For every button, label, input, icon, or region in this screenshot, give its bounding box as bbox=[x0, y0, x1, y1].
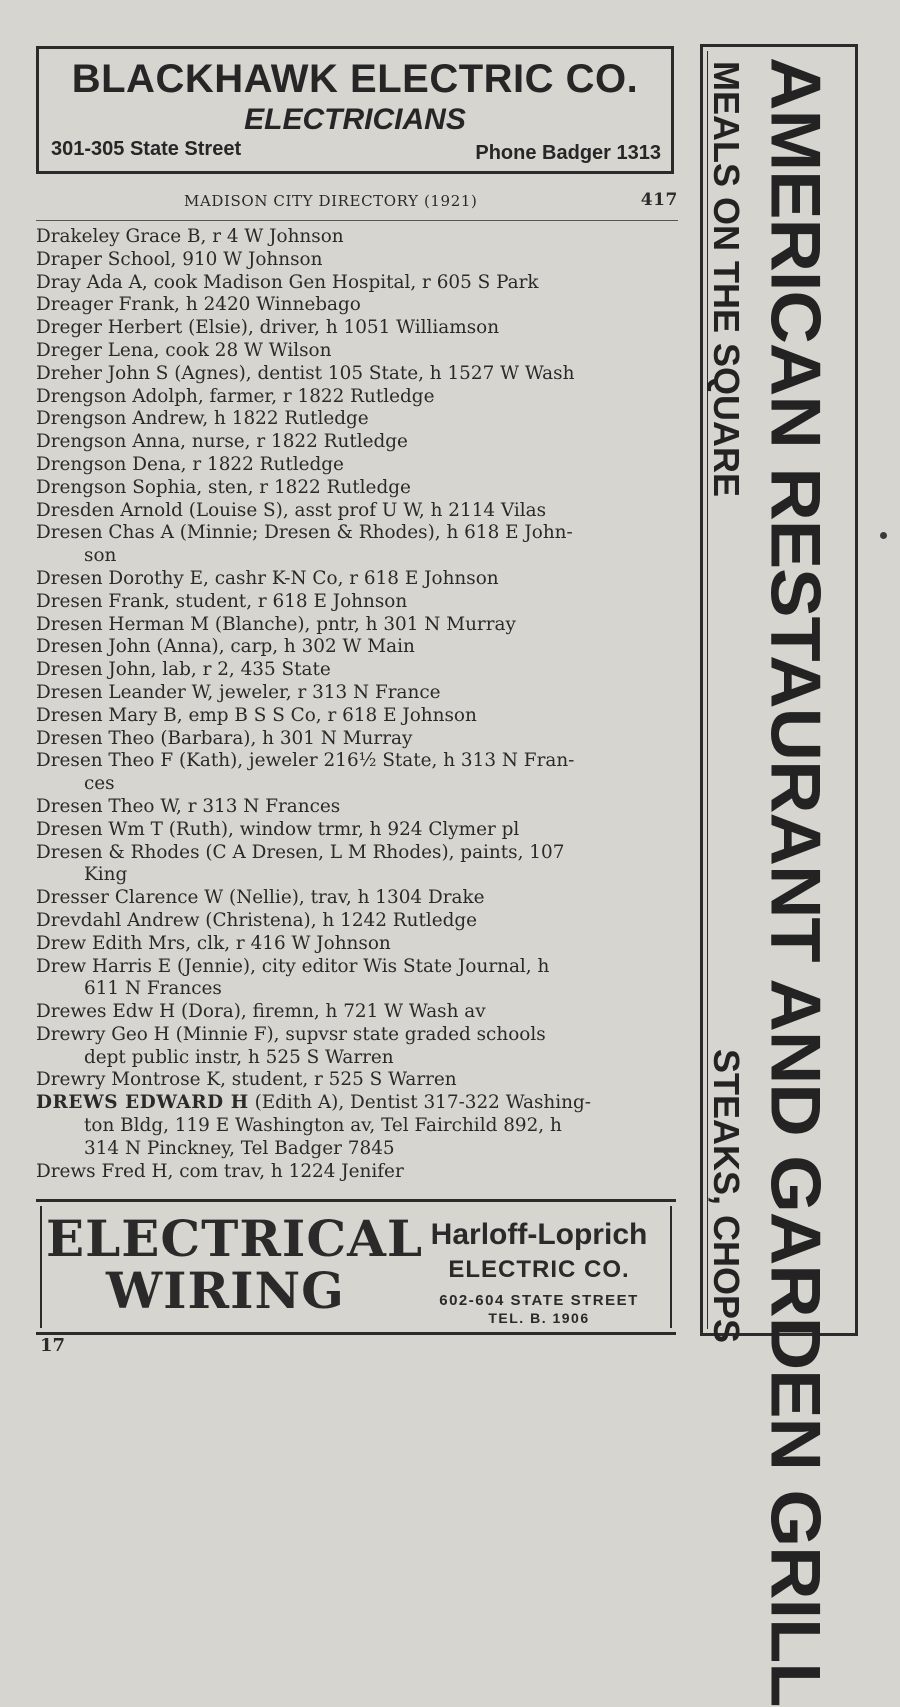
ad-address: 301-305 State Street bbox=[51, 138, 242, 160]
blackhawk-electric-ad bbox=[36, 46, 674, 174]
entry-text: Drengson Adolph, farmer, r 1822 Rutledge bbox=[36, 385, 435, 407]
entry-text: Dresen Dorothy E, cashr K-N Co, r 618 E Johnson bbox=[36, 567, 499, 589]
entry-text: Dreger Herbert (Elsie), driver, h 1051 Williamson bbox=[36, 317, 500, 339]
ad-company-name: Harloff-Loprich bbox=[430, 1218, 648, 1251]
ad-company-name: BLACKHAWK ELECTRIC CO. bbox=[71, 57, 639, 101]
entry-text: Drewes Edw H (Dora), firemn, h 721 W Wash av bbox=[36, 1001, 486, 1023]
entry-bold-name: DREWS EDWARD H bbox=[36, 1092, 249, 1114]
directory-entry bbox=[36, 659, 682, 682]
directory-entry bbox=[36, 705, 682, 728]
page-number: 417 bbox=[640, 190, 678, 210]
entry-text: Dresden Arnold (Louise S), asst prof U W, h 2114 Vilas bbox=[36, 499, 547, 521]
entry-text: Drews Fred H, com trav, h 1224 Jenifer bbox=[36, 1160, 404, 1182]
ad-company-sub: ELECTRIC CO. bbox=[448, 1256, 630, 1283]
side-ad-headline: AMERICAN RESTAURANT AND GARDEN GRILL bbox=[756, 57, 835, 1707]
entry-text: Dresen Mary B, emp B S S Co, r 618 E Johnson bbox=[36, 704, 477, 726]
directory-entry bbox=[36, 363, 682, 386]
directory-entry bbox=[36, 386, 682, 409]
directory-entry bbox=[36, 819, 682, 842]
directory-entry bbox=[36, 682, 682, 705]
directory-entries bbox=[36, 226, 682, 1183]
entry-text: Dresen Theo W, r 313 N Frances bbox=[36, 795, 341, 817]
entry-text: Dresen Frank, student, r 618 E Johnson bbox=[36, 590, 408, 612]
directory-entry bbox=[36, 1161, 682, 1184]
ad-phone: TEL. B. 1906 bbox=[488, 1310, 590, 1326]
ad-wiring-text: WIRING bbox=[106, 1261, 345, 1320]
entry-text: Dresen & Rhodes (C A Dresen, L M Rhodes), paints, 107 bbox=[36, 841, 565, 863]
directory-entry bbox=[36, 317, 682, 340]
entry-text: Dresen Chas A (Minnie; Dresen & Rhodes), h 618 E John- bbox=[36, 522, 573, 544]
entry-continuation: son bbox=[84, 545, 117, 567]
side-ad-tagline-bottom: STEAKS, CHOPS bbox=[706, 1049, 747, 1344]
entry-text: Drengson Dena, r 1822 Rutledge bbox=[36, 453, 344, 475]
directory-entry bbox=[36, 910, 682, 933]
directory-entry bbox=[36, 477, 682, 500]
harloff-loprich-ad bbox=[36, 1199, 676, 1335]
directory-entry bbox=[36, 1024, 682, 1070]
entry-text: Dresen Theo (Barbara), h 301 N Murray bbox=[36, 727, 413, 749]
directory-entry bbox=[36, 272, 682, 295]
entry-text: Drengson Andrew, h 1822 Rutledge bbox=[36, 408, 369, 430]
entry-text: Dresen Wm T (Ruth), window trmr, h 924 Clymer pl bbox=[36, 818, 520, 840]
directory-entry bbox=[36, 728, 682, 751]
entry-text: Drengson Anna, nurse, r 1822 Rutledge bbox=[36, 431, 408, 453]
entry-continuation: dept public instr, h 525 S Warren bbox=[84, 1046, 394, 1068]
american-restaurant-ad bbox=[700, 44, 858, 1707]
entry-continuation: 314 N Pinckney, Tel Badger 7845 bbox=[84, 1137, 395, 1159]
directory-entry bbox=[36, 522, 682, 568]
ad-electrical-text: ELECTRICAL bbox=[46, 1209, 424, 1268]
directory-entry bbox=[36, 249, 682, 272]
entry-text: Drew Edith Mrs, clk, r 416 W Johnson bbox=[36, 932, 391, 954]
entry-text: Dresen John (Anna), carp, h 302 W Main bbox=[36, 636, 415, 658]
entry-continuation: ces bbox=[84, 773, 115, 795]
directory-entry bbox=[36, 408, 682, 431]
directory-entry bbox=[36, 1069, 682, 1092]
directory-entry bbox=[36, 887, 682, 910]
directory-entry bbox=[36, 842, 682, 888]
entry-text: Drewry Montrose K, student, r 525 S Warren bbox=[36, 1069, 457, 1091]
directory-entry bbox=[36, 340, 682, 363]
entry-text: Drew Harris E (Jennie), city editor Wis State Journal, h bbox=[36, 955, 550, 977]
directory-entry bbox=[36, 294, 682, 317]
ad-subtitle: ELECTRICIANS bbox=[244, 103, 466, 136]
directory-entry bbox=[36, 956, 682, 1002]
directory-entry bbox=[36, 568, 682, 591]
directory-entry bbox=[36, 454, 682, 477]
ad-phone: Phone Badger 1313 bbox=[475, 142, 661, 164]
entry-text: Dresser Clarence W (Nellie), trav, h 1304 Drake bbox=[36, 887, 485, 909]
margin-dot bbox=[880, 532, 887, 539]
directory-entry bbox=[36, 431, 682, 454]
entry-continuation: 611 N Frances bbox=[84, 978, 222, 1000]
entry-text: Dreager Frank, h 2420 Winnebago bbox=[36, 294, 361, 316]
entry-text: (Edith A), Dentist 317-322 Washing- bbox=[248, 1092, 591, 1114]
entry-text: Dray Ada A, cook Madison Gen Hospital, r 605 S Park bbox=[36, 271, 539, 293]
directory-entry bbox=[36, 933, 682, 956]
folio-number: 17 bbox=[40, 1335, 66, 1356]
directory-entry bbox=[36, 636, 682, 659]
running-head bbox=[36, 190, 678, 214]
directory-entry bbox=[36, 796, 682, 819]
entry-text: Dreger Lena, cook 28 W Wilson bbox=[36, 339, 332, 361]
entry-continuation: ton Bldg, 119 E Washington av, Tel Fairchild 892, h bbox=[84, 1115, 562, 1137]
ad-address: 602-604 STATE STREET bbox=[439, 1292, 639, 1309]
directory-entry bbox=[36, 1092, 682, 1160]
entry-continuation: King bbox=[84, 864, 128, 886]
entry-text: Dresen John, lab, r 2, 435 State bbox=[36, 659, 331, 681]
entry-text: Drewry Geo H (Minnie F), supvsr state graded schools bbox=[36, 1023, 546, 1045]
entry-text: Dresen Herman M (Blanche), pntr, h 301 N Murray bbox=[36, 613, 516, 635]
directory-entry bbox=[36, 591, 682, 614]
directory-entry bbox=[36, 614, 682, 637]
entry-text: Drevdahl Andrew (Christena), h 1242 Rutledge bbox=[36, 909, 478, 931]
directory-entry bbox=[36, 500, 682, 523]
directory-title: MADISON CITY DIRECTORY (1921) bbox=[184, 192, 478, 210]
entry-text: Dresen Theo F (Kath), jeweler 216½ State, h 313 N Fran- bbox=[36, 750, 575, 772]
directory-entry bbox=[36, 226, 682, 249]
entry-text: Draper School, 910 W Johnson bbox=[36, 248, 323, 270]
header-rule bbox=[36, 220, 678, 221]
entry-text: Drakeley Grace B, r 4 W Johnson bbox=[36, 226, 344, 247]
side-ad-tagline-top: MEALS ON THE SQUARE bbox=[706, 61, 747, 498]
entry-text: Dresen Leander W, jeweler, r 313 N France bbox=[36, 681, 441, 703]
entry-text: Drengson Sophia, sten, r 1822 Rutledge bbox=[36, 476, 411, 498]
directory-entry bbox=[36, 1001, 682, 1024]
entry-text: Dreher John S (Agnes), dentist 105 State, h 1527 W Wash bbox=[36, 362, 575, 384]
directory-entry bbox=[36, 750, 682, 796]
